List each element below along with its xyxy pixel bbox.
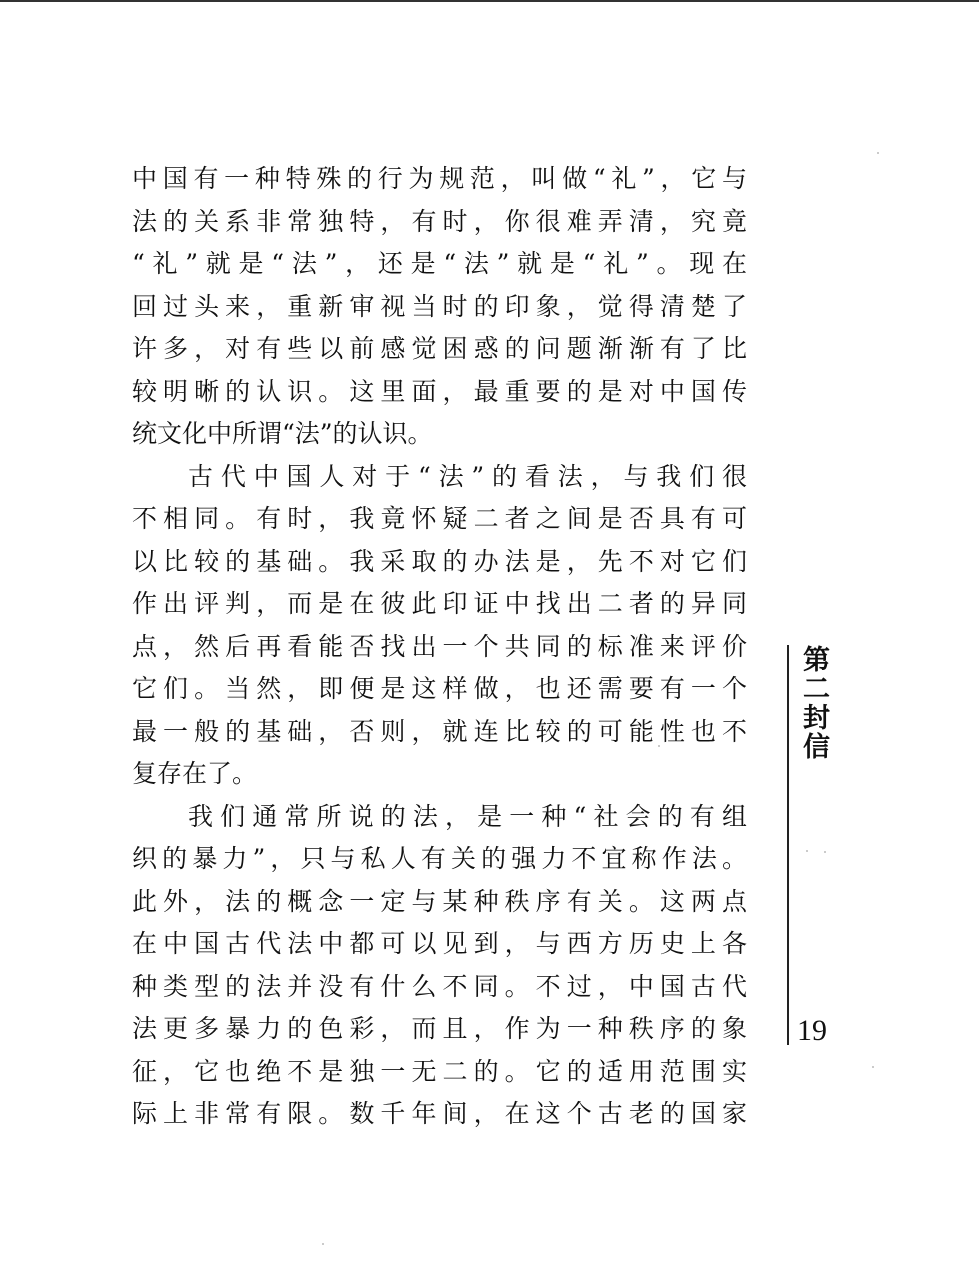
text-line: 统文化中所谓“法”的认识。 xyxy=(132,419,433,448)
text-line: 古代中国人对于“法”的看法，与我们很 xyxy=(188,461,747,491)
scan-speck xyxy=(872,1066,874,1068)
text-line: 以比较的基础。我采取的办法是，先不对它们 xyxy=(132,546,747,576)
text-line: 征，它也绝不是独一无二的。它的适用范围实 xyxy=(132,1056,747,1086)
scan-speck xyxy=(824,851,826,853)
text-line: 许多，对有些以前感觉困惑的问题渐渐有了比 xyxy=(132,334,747,363)
text-line: 不相同。有时，我竟怀疑二者之间是否具有可 xyxy=(132,504,747,533)
body-text xyxy=(132,158,747,1136)
text-line: 种类型的法并没有什么不同。不过，中国古代 xyxy=(132,971,747,1001)
text-line: 较明晰的认识。这里面，最重要的是对中国传 xyxy=(132,376,747,406)
chapter-label: 第二封信 xyxy=(798,645,829,761)
page-number: 19 xyxy=(797,1014,827,1047)
text-line: 最一般的基础，否则，就连比较的可能性也不 xyxy=(132,716,747,746)
scan-speck xyxy=(322,1243,324,1245)
text-line: 回过头来，重新审视当时的印象，觉得清楚了 xyxy=(132,291,747,321)
chapter-margin-rule xyxy=(787,645,789,1045)
text-line: 作出评判，而是在彼此印证中找出二者的异同 xyxy=(132,589,747,618)
text-line: 在中国古代法中都可以见到，与西方历史上各 xyxy=(132,929,747,958)
text-line: 此外，法的概念一定与某种秩序有关。这两点 xyxy=(132,886,747,916)
text-line: 点，然后再看能否找出一个共同的标准来评价 xyxy=(132,631,747,661)
text-line: “礼”就是“法”，还是“法”就是“礼”。现在 xyxy=(132,249,747,278)
scan-speck xyxy=(877,152,879,154)
scan-speck xyxy=(658,745,660,747)
text-line: 法更多暴力的色彩，而且，作为一种秩序的象 xyxy=(132,1014,747,1043)
text-line: 际上非常有限。数千年间，在这个古老的国家 xyxy=(132,1099,747,1128)
text-line: 织的暴力”，只与私人有关的强力不宜称作法。 xyxy=(132,844,747,873)
text-line: 法的关系非常独特，有时，你很难弄清，究竟 xyxy=(132,206,747,236)
text-line: 它们。当然，即便是这样做，也还需要有一个 xyxy=(132,674,747,703)
text-line: 中国有一种特殊的行为规范，叫做“礼”，它与 xyxy=(132,164,747,193)
text-line: 复存在了。 xyxy=(132,759,258,788)
scan-speck xyxy=(806,850,808,852)
text-line: 我们通常所说的法，是一种“社会的有组 xyxy=(188,801,747,831)
top-border-rule xyxy=(0,0,979,2)
